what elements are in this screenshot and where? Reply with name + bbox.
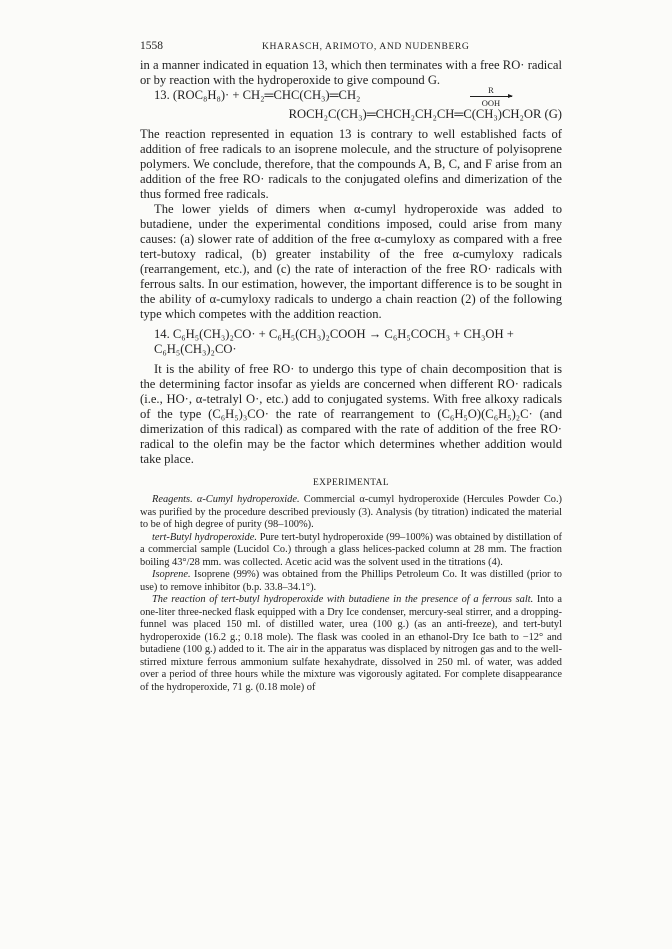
experimental-section [140, 494, 562, 694]
page [140, 40, 562, 694]
arrow-label-bottom: OOH [481, 98, 501, 108]
running-head-authors: KHARASCH, ARIMOTO, AND NUDENBERG [262, 41, 470, 52]
experimental-paragraph-isoprene [140, 569, 562, 594]
paragraph-text: Into a one-liter three-necked flask equipped with a Dry Ice condenser, mercury-seal stirrer, and a dropping-funnel was placed 150 ml. of distilled water, urea (100 g.) (as an anti-freeze), and tert-butyl hydroperoxide (16.2 g.; 0.18 mole). The flask was cooled in an ethanol-Dry Ice bath to −12° and butadiene (100 g.) added to it. The air in the apparatus was displaced by nitrogen gas and to the well-stirred mixture ferrous ammonium sulfate hexahydrate, dissolved in 250 ml. of water, was added over a period of three hours while the mixture was vigorously agitated. For complete disappearance of the hydroperoxide, 71 g. (0.18 mole) of [140, 594, 562, 693]
paragraph-lower-yields: The lower yields of dimers when α-cumyl hydroperoxide was added to butadiene, under the experimental conditions imposed, could arise from many causes: (a) slower rate of addition of the free α-cumyloxy as compared with a free tert-butoxy radical, (b) greater instability of the free α-cumyloxy radicals (rearrangement, etc.), and (c) the rate of interaction of the free RO· radicals with ferrous salts. In our estimation, however, the important difference is to be sought in the ability of α-cumyloxy radicals to undergo a chain reaction (2) of the following type which competes with the addition reaction. [140, 202, 562, 321]
paragraph-lead: The reaction of tert-butyl hydroperoxide with butadiene in the presence of a ferrous salt. [152, 594, 534, 605]
equation-14 [140, 327, 562, 357]
running-header [140, 40, 562, 58]
equation-13-lhs: 13. (ROC₈H₈)· + CH₂═CHC(CH₃)═CH₂ [154, 88, 361, 102]
experimental-paragraph-butadiene-reaction [140, 594, 562, 694]
paragraph-text: Isoprene (99%) was obtained from the Phillips Petroleum Co. It was distilled (prior to use) to remove inhibitor (b.p. 33.8–34.1°). [140, 569, 562, 593]
arrow-line [470, 96, 512, 97]
paragraph-chain-decomposition: It is the ability of free RO· to undergo this type of chain decomposition that is the determining factor insofar as yields are concerned when different RO· radicals (i.e., HO·, α-tetralyl O·, etc.) add to conjugated systems. With free alkoxy radicals of the type (C₆H₅)₃CO· the rate of rearrangement to (C₆H₅O)(C₆H₅)₂C· (and dimerization of this radical) as compared with the rate of addition of the free RO· radical to the olefin may be the factor which determines whether addition would take place. [140, 362, 562, 466]
equation-13-product: ROCH₂C(CH₃)═CHCH₂CH₂CH═C(CH₃)CH₂OR (G) [288, 107, 562, 121]
paragraph-lead: Reagents. α-Cumyl hydroperoxide. [152, 494, 300, 505]
paragraph-text: Commercial α-cumyl hydroperoxide (Hercules Powder Co.) was purified by the procedure described previously (3). Analysis (by titration) indicated the material to be of high degree of purity (98–100%). [140, 494, 562, 530]
experimental-paragraph-tert-butyl [140, 532, 562, 570]
equation-14-line-2: C₆H₅(CH₃)₂CO· [154, 342, 237, 356]
equation-13 [140, 85, 562, 108]
paragraph-text: Pure tert-butyl hydroperoxide (99–100%) was obtained by distillation of a commercial sample (Lucidol Co.) through a glass helices-packed column at 28 mm. The fraction boiling 43°/28 mm. was collected. Acetic acid was the solvent used in the titrations (4). [140, 531, 562, 568]
section-heading-experimental: EXPERIMENTAL [313, 478, 389, 488]
paragraph-lead: tert-Butyl hydroperoxide. [152, 531, 257, 543]
intro-paragraph: in a manner indicated in equation 13, which then terminates with a free RO· radical or by reaction with the hydroperoxide to give compound G. [140, 58, 562, 87]
paragraph-lead: Isoprene. [152, 569, 191, 580]
reaction-arrow [470, 85, 512, 108]
experimental-paragraph-reagents [140, 494, 562, 532]
arrow-label-top: R [488, 85, 494, 95]
equation-14-line-1: 14. C₆H₅(CH₃)₂CO· + C₆H₅(CH₃)₂COOH → C₆H₅COCH₃ + CH₃OH + [154, 327, 514, 341]
page-number: 1558 [140, 40, 163, 52]
paragraph-conclusion: The reaction represented in equation 13 is contrary to well established facts of addition of free radicals to an isoprene molecule, and the structure of polyisoprene polymers. We conclude, therefore, that the compounds A, B, C, and F arise from an addition of the free RO· radicals to the conjugated olefins and dimerization of the thus formed free radicals. [140, 127, 562, 201]
